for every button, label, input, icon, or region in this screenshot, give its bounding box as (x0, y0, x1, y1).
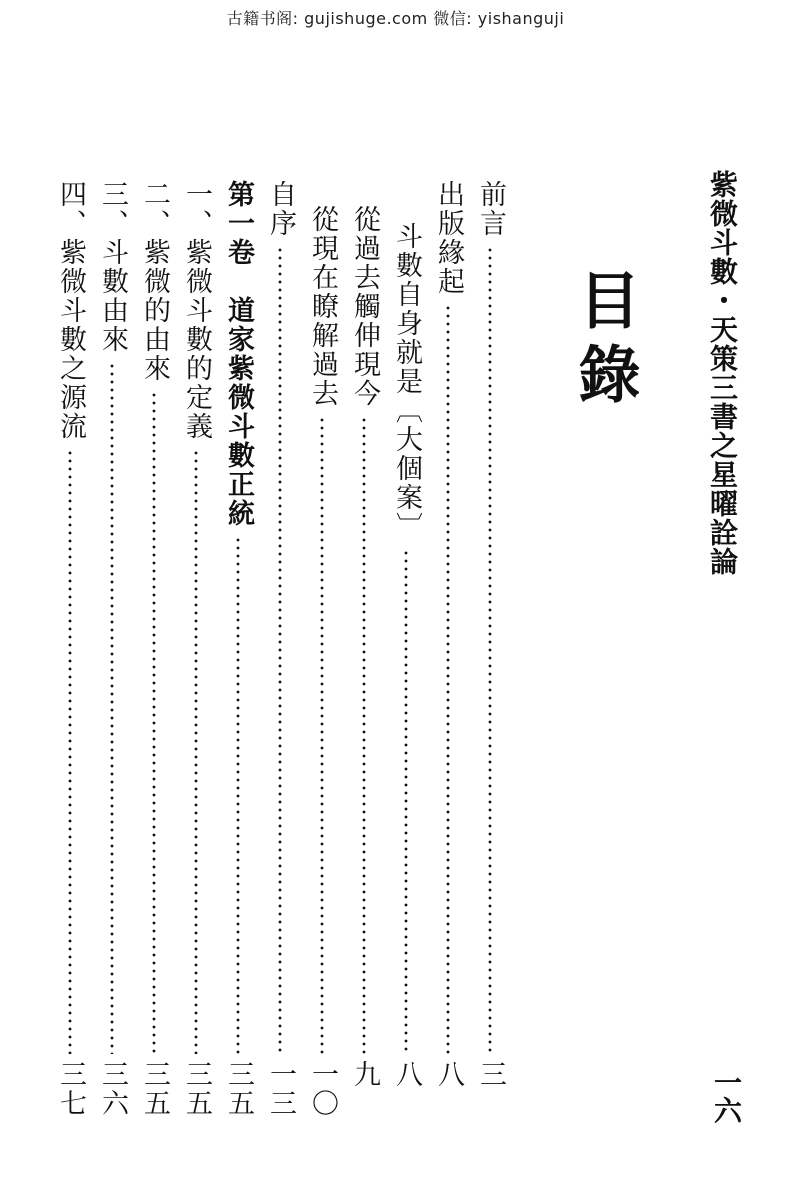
toc-entry[interactable] (472, 180, 508, 1140)
dot-leader (278, 246, 282, 1054)
toc-entry-page: 三 (475, 1060, 506, 1089)
toc-entry-page: 三五 (181, 1060, 212, 1118)
toc-entry[interactable] (304, 205, 340, 1140)
toc-entry-page: 三六 (97, 1060, 128, 1118)
toc-entry-page: 三五 (223, 1060, 254, 1118)
toc-entry[interactable] (388, 222, 424, 1140)
dot-leader (194, 449, 198, 1054)
toc-entry-label: 自序 (265, 180, 296, 238)
dot-leader (446, 304, 450, 1054)
toc-entry-label: 三、斗數由來 (97, 180, 128, 354)
toc-entry-page: 九 (349, 1060, 380, 1089)
toc-entry-label: 從現在瞭解過去 (307, 205, 338, 408)
dot-leader (488, 246, 492, 1054)
toc-entry[interactable] (52, 180, 88, 1140)
dot-leader (362, 416, 366, 1054)
toc-entry-page: 一〇 (307, 1060, 338, 1118)
dot-leader (236, 536, 240, 1054)
toc-entry[interactable] (94, 180, 130, 1140)
page-number: 一六 (710, 1068, 743, 1124)
running-head: 紫微斗數・天策三書之星曜詮論 (706, 170, 739, 576)
toc-entry-label: 四、紫微斗數之源流 (55, 180, 86, 441)
toc-entry-page: 八 (433, 1060, 464, 1089)
dot-leader (110, 362, 114, 1054)
watermark: 古籍书阁: gujishuge.com 微信: yishanguji (226, 9, 565, 28)
dot-leader (404, 549, 408, 1054)
toc-entry-page: 一三 (265, 1060, 296, 1118)
toc-entry-label: 一、紫微斗數的定義 (181, 180, 212, 441)
dot-leader (68, 449, 72, 1054)
toc-entry-label: 前言 (475, 180, 506, 238)
toc-entry[interactable] (136, 180, 172, 1140)
toc-entry-label: 從過去觸伸現今 (349, 205, 380, 408)
dot-leader (320, 416, 324, 1054)
toc-entry-label: 第一卷 道家紫微斗數正統 (223, 180, 254, 528)
toc-entry[interactable] (430, 180, 466, 1140)
toc-entry[interactable] (178, 180, 214, 1140)
toc-entry-page: 八 (391, 1060, 422, 1089)
toc-entry-label: 出版緣起 (433, 180, 464, 296)
dot-leader (152, 391, 156, 1054)
toc-entry-page: 三七 (55, 1060, 86, 1118)
toc-entry-label: 二、紫微的由來 (139, 180, 170, 383)
toc-entry-label: 斗數自身就是〔大個案〕 (391, 222, 422, 541)
toc-entry[interactable] (262, 180, 298, 1140)
toc-entry[interactable] (346, 205, 382, 1140)
toc-title: 目錄 (568, 268, 641, 416)
toc-entry[interactable] (220, 180, 256, 1140)
toc-entry-page: 三五 (139, 1060, 170, 1118)
